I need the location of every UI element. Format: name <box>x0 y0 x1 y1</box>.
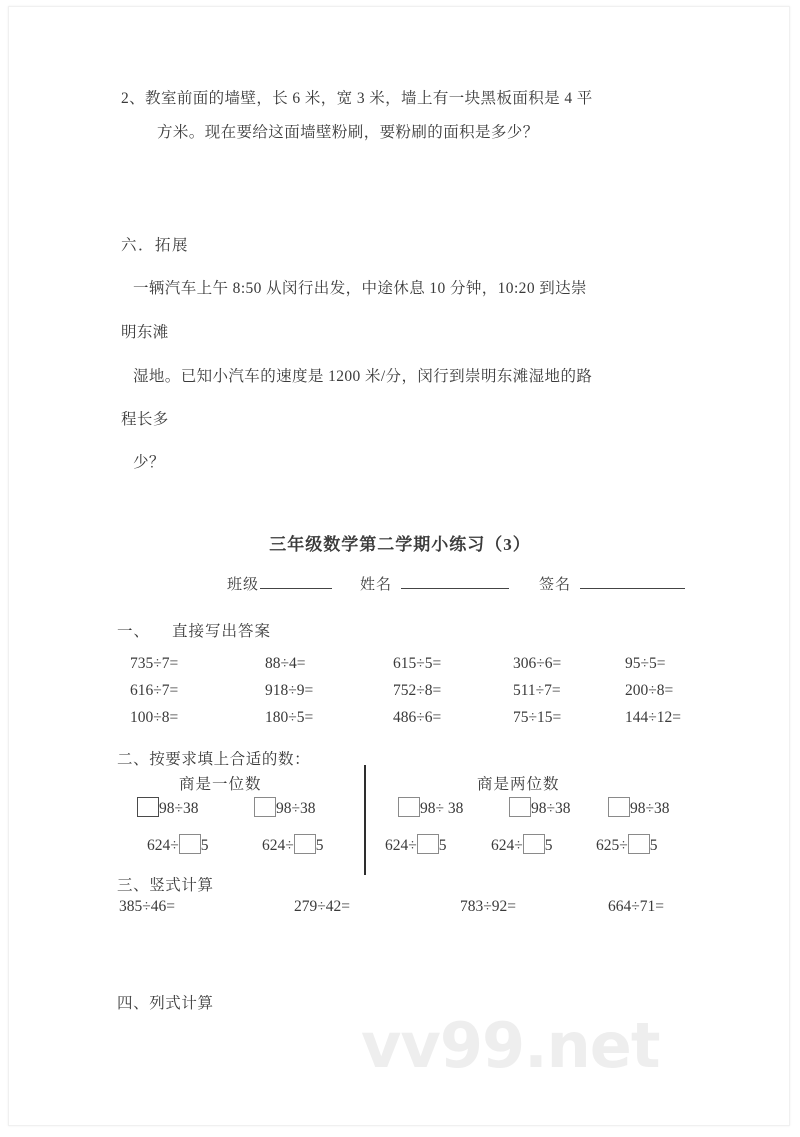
answer-box[interactable] <box>254 797 276 817</box>
vertical-calc-problem: 783÷92= <box>460 898 516 915</box>
calc-problem: 200÷8= <box>625 682 674 699</box>
calc-problem: 75÷15= <box>513 709 562 726</box>
section-one-number: 一、 <box>117 623 151 640</box>
answer-box[interactable] <box>179 834 201 854</box>
fill-box-expression <box>608 797 670 818</box>
calc-problem: 144÷12= <box>625 709 681 726</box>
section-two-title: 二、按要求填上合适的数： <box>117 751 311 768</box>
section-one-problem-grid <box>130 655 690 727</box>
fill-box-expression <box>398 797 463 818</box>
section-two-right-header: 商是两位数 <box>477 776 560 793</box>
fill-box-expression <box>509 797 571 818</box>
section-one-label: 直接写出答案 <box>172 623 272 640</box>
calc-problem: 486÷6= <box>393 709 442 726</box>
section-four-title: 四、列式计算 <box>117 995 214 1012</box>
page-title: 三年级数学第二学期小练习（3） <box>269 535 531 554</box>
section-six-line-5: 少？ <box>133 454 165 471</box>
section-six-line-3: 湿地。已知小汽车的速度是 1200 米/分，闵行到崇明东滩湿地的路 <box>133 368 593 385</box>
section-three-title: 三、竖式计算 <box>117 877 214 894</box>
expression-suffix: 5 <box>200 837 209 854</box>
expression-prefix: 624÷ <box>262 837 294 854</box>
vertical-calc-problem: 664÷71= <box>608 898 664 915</box>
problem-2-line-2: 方米。现在要给这面墙壁粉刷，要粉刷的面积是多少？ <box>157 124 539 141</box>
calc-problem: 735÷7= <box>130 655 179 672</box>
calc-problem: 615÷5= <box>393 655 442 672</box>
name-field[interactable] <box>360 573 509 594</box>
answer-box[interactable] <box>509 797 531 817</box>
site-watermark: vv99.net <box>361 1009 660 1082</box>
expression-prefix: 624÷ <box>385 837 417 854</box>
expression-text: 98÷38 <box>630 800 670 817</box>
student-info-row <box>227 573 685 594</box>
answer-box[interactable] <box>137 797 159 817</box>
answer-box[interactable] <box>628 834 650 854</box>
fill-box-expression <box>254 797 316 818</box>
section-six-title: 六．拓展 <box>121 237 190 254</box>
signature-field[interactable] <box>539 573 685 594</box>
expression-suffix: 5 <box>544 837 553 854</box>
fill-box-expression <box>491 834 553 855</box>
calc-problem: 180÷5= <box>265 709 314 726</box>
name-label: 姓名 <box>360 577 393 593</box>
class-field[interactable] <box>227 573 332 594</box>
expression-text: 98÷38 <box>531 800 571 817</box>
section-two-left-header: 商是一位数 <box>179 776 262 793</box>
section-two-divider <box>364 765 366 875</box>
signature-label: 签名 <box>539 577 572 593</box>
vertical-calc-problem: 279÷42= <box>294 898 350 915</box>
calc-problem: 752÷8= <box>393 682 442 699</box>
section-six-line-4: 程长多 <box>121 411 169 428</box>
answer-box[interactable] <box>398 797 420 817</box>
calc-problem: 918÷9= <box>265 682 314 699</box>
expression-prefix: 625÷ <box>596 837 628 854</box>
answer-box[interactable] <box>608 797 630 817</box>
class-label: 班级 <box>227 577 260 593</box>
worksheet-page <box>8 6 790 1126</box>
expression-suffix: 5 <box>438 837 447 854</box>
answer-box[interactable] <box>417 834 439 854</box>
calc-problem: 88÷4= <box>265 655 306 672</box>
calc-problem: 100÷8= <box>130 709 179 726</box>
expression-suffix: 5 <box>315 837 324 854</box>
answer-box[interactable] <box>523 834 545 854</box>
calc-problem: 306÷6= <box>513 655 562 672</box>
calc-problem: 511÷7= <box>513 682 561 699</box>
class-input-rule[interactable] <box>260 575 332 589</box>
fill-box-expression <box>262 834 324 855</box>
section-six-line-1: 一辆汽车上午 8:50 从闵行出发，中途休息 10 分钟，10:20 到达崇 <box>133 280 587 297</box>
signature-input-rule[interactable] <box>580 575 685 589</box>
vertical-calc-problem: 385÷46= <box>119 898 175 915</box>
expression-prefix: 624÷ <box>491 837 523 854</box>
expression-text: 98÷38 <box>276 800 316 817</box>
answer-box[interactable] <box>294 834 316 854</box>
calc-problem: 616÷7= <box>130 682 179 699</box>
expression-prefix: 624÷ <box>147 837 179 854</box>
calc-problem: 95÷5= <box>625 655 666 672</box>
expression-text: 98÷ 38 <box>420 800 464 817</box>
section-three-problem-grid <box>119 898 699 916</box>
section-six-line-2: 明东滩 <box>121 324 169 341</box>
fill-box-expression <box>137 797 199 818</box>
section-one-title <box>117 619 271 641</box>
expression-text: 98÷38 <box>159 800 199 817</box>
name-input-rule[interactable] <box>401 575 509 589</box>
fill-box-expression <box>596 834 658 855</box>
fill-box-expression <box>385 834 447 855</box>
fill-box-expression <box>147 834 209 855</box>
expression-suffix: 5 <box>649 837 658 854</box>
problem-2-line-1: 2、教室前面的墙壁，长 6 米，宽 3 米，墙上有一块黑板面积是 4 平 <box>121 90 593 107</box>
